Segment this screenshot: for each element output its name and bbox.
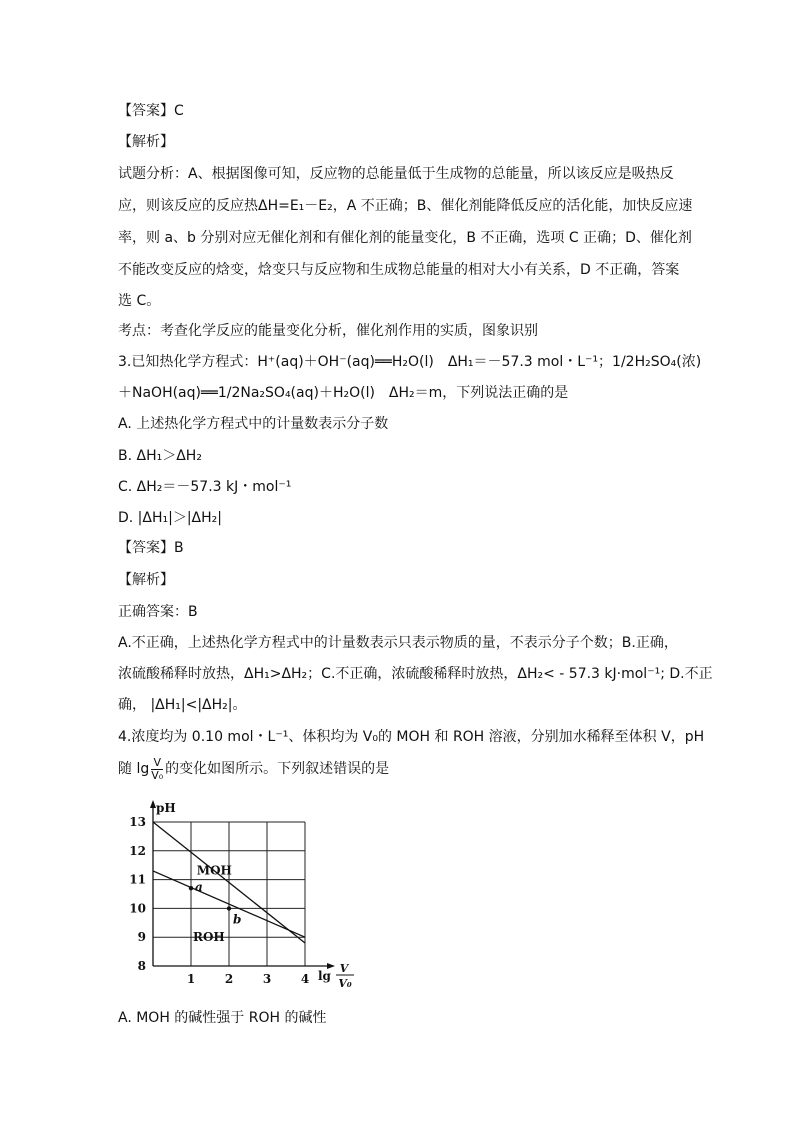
q3-option-d: D. |ΔH₁|＞|ΔH₂| xyxy=(118,510,222,526)
q2-analysis-line-3: 率，则 a、b 分别对应无催化剂和有催化剂的能量变化，B 不正确，选项 C 正确；D、催化剂 xyxy=(118,230,692,246)
q4-stem-post: 的变化如图所示。下列叙述错误的是 xyxy=(165,761,390,777)
y-tick-label: 9 xyxy=(137,930,146,945)
x-axis-label-numerator: V xyxy=(339,962,349,975)
x-tick-label: 1 xyxy=(186,972,196,986)
point-b xyxy=(227,906,231,910)
q3-correct-answer: 正确答案：B xyxy=(118,604,198,620)
point-label-b: b xyxy=(233,912,242,927)
q2-analysis-heading: 【解析】 xyxy=(118,134,174,150)
x-tick-label: 3 xyxy=(262,972,272,986)
q2-analysis-line-5: 选 C。 xyxy=(118,293,161,309)
q3-stem-line-2: ＋NaOH(aq)══1/2Na₂SO₄(aq)＋H₂O(l) ΔH₂＝m，下列说法正确的是 xyxy=(118,385,569,401)
y-tick-label: 10 xyxy=(129,901,146,916)
q4-stem-line-2 xyxy=(118,754,389,784)
q3-analysis-heading: 【解析】 xyxy=(118,572,174,588)
x-tick-label: 4 xyxy=(300,972,310,986)
q3-explanation-line-1: A.不正确，上述热化学方程式中的计量数表示只表示物质的量，不表示分子个数；B.正确， xyxy=(118,635,678,651)
y-axis-label: pH xyxy=(156,801,176,815)
q4-stem-pre: 随 lg xyxy=(118,761,150,777)
q3-option-c: C. ΔH₂＝－57.3 kJ・mol⁻¹ xyxy=(118,479,292,495)
q3-option-a: A. 上述热化学方程式中的计量数表示分子数 xyxy=(118,416,389,432)
q3-stem-line-1: 3.已知热化学方程式：H⁺(aq)＋OH⁻(aq)══H₂O(l) ΔH₁＝－57.3 mol・L⁻¹；1/2H₂SO₄(浓) xyxy=(118,354,702,370)
q4-stem-line-1: 4.浓度均为 0.10 mol・L⁻¹、体积均为 V₀的 MOH 和 ROH 溶液，分别加水稀释至体积 V，pH xyxy=(118,729,705,745)
x-axis-label-lg: lg xyxy=(318,969,331,983)
y-tick-label: 11 xyxy=(129,872,146,887)
q4-fraction xyxy=(151,757,163,782)
q3-answer: 【答案】B xyxy=(118,540,184,556)
chart-grid xyxy=(153,822,305,966)
y-tick-label: 13 xyxy=(129,815,146,829)
y-tick-label: 12 xyxy=(129,843,146,858)
q2-analysis-line-1: 试题分析：A、根据图像可知，反应物的总能量低于生成物的总能量，所以该反应是吸热反 xyxy=(118,166,674,182)
series-label-moh: MOH xyxy=(196,863,232,878)
chart-axes xyxy=(150,800,335,969)
q2-analysis-line-4: 不能改变反应的焓变，焓变只与反应物和生成物总能量的相对大小有关系，D 不正确，答案 xyxy=(118,262,680,278)
point-a xyxy=(189,886,193,890)
fraction-numerator: V xyxy=(151,757,163,770)
y-tick-label: 8 xyxy=(137,959,146,973)
ph-dilution-chart xyxy=(118,795,368,995)
q2-analysis-line-2: 应，则该反应的反应热ΔH=E₁－E₂，A 不正确；B、催化剂能降低反应的活化能，加快反应速 xyxy=(118,198,693,214)
q2-answer: 【答案】C xyxy=(118,103,184,119)
x-axis-label-denominator: V₀ xyxy=(338,977,352,990)
fraction-denominator: V₀ xyxy=(151,768,164,782)
x-tick-label: 2 xyxy=(224,972,234,986)
q3-option-b: B. ΔH₁＞ΔH₂ xyxy=(118,448,202,464)
series-label-roh: ROH xyxy=(193,929,225,944)
point-label-a: a xyxy=(195,880,203,895)
q2-kaodian: 考点：考查化学反应的能量变化分析，催化剂作用的实质，图象识别 xyxy=(118,323,538,339)
q4-option-a: A. MOH 的碱性强于 ROH 的碱性 xyxy=(118,1010,327,1026)
q3-explanation-line-3: 确， |ΔH₁|<|ΔH₂|。 xyxy=(118,697,247,713)
q3-explanation-line-2: 浓硫酸稀释时放热，ΔH₁>ΔH₂；C.不正确，浓硫酸稀释时放热，ΔH₂< - 57.3 kJ·mol⁻¹; D.不正 xyxy=(118,666,713,682)
